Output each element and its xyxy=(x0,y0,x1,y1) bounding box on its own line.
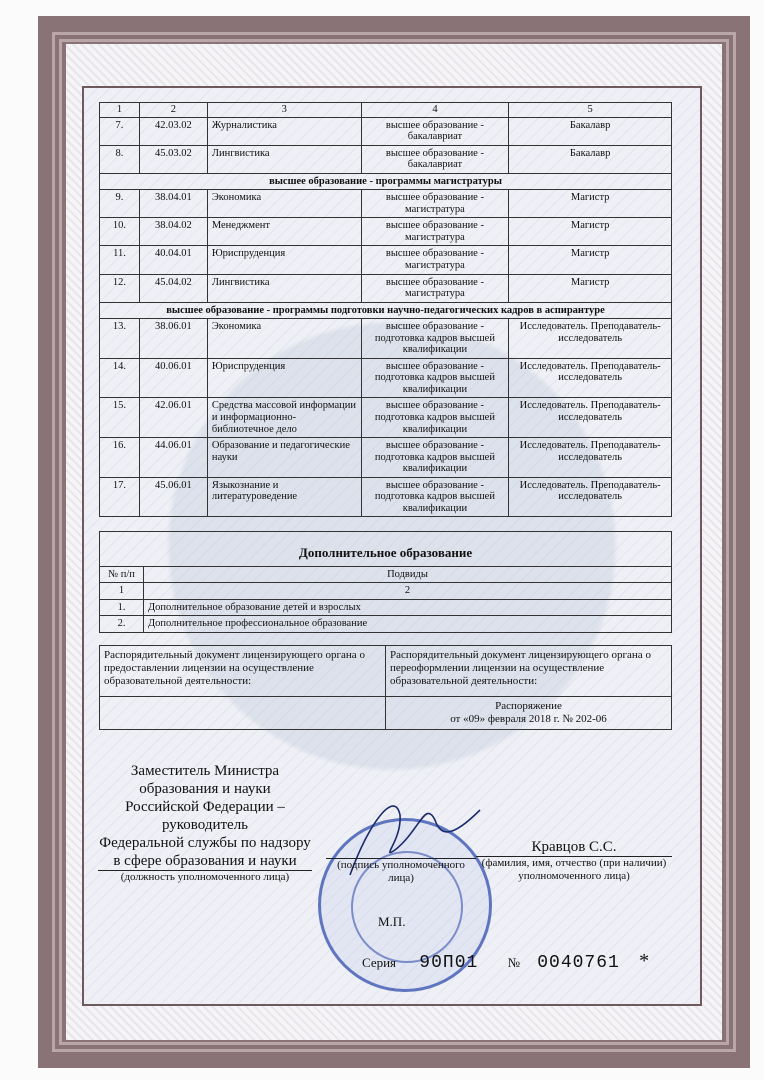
program-code: 42.03.02 xyxy=(139,117,207,145)
program-code: 45.03.02 xyxy=(139,145,207,173)
education-level: высшее образование - бакалавриат xyxy=(361,145,509,173)
education-level: высшее образование - подготовка кадров высшей квалификации xyxy=(361,438,509,478)
program-name: Образование и педагогические науки xyxy=(207,438,361,478)
program-name: Экономика xyxy=(207,190,361,218)
program-code: 38.06.01 xyxy=(139,319,207,359)
row-number: 8. xyxy=(100,145,140,173)
qualification: Исследователь. Преподаватель-исследователь xyxy=(509,477,672,517)
order-type: Распоряжение xyxy=(495,699,562,712)
grant-document-value xyxy=(100,696,386,729)
additional-header-row xyxy=(100,566,672,583)
program-name: Юриспруденция xyxy=(207,358,361,398)
additional-title-row xyxy=(100,532,672,566)
position-line: образования и науки xyxy=(139,781,271,797)
table-row xyxy=(100,477,672,517)
form-number: 0040761 xyxy=(537,953,620,973)
row-number: 17. xyxy=(100,477,140,517)
row-number: 13. xyxy=(100,319,140,359)
education-level: высшее образование - бакалавриат xyxy=(361,117,509,145)
index-cell: 1 xyxy=(100,583,144,600)
name-caption: (фамилия, имя, отчество (при наличии) уполномоченного лица) xyxy=(481,857,667,883)
program-name: Лингвистика xyxy=(207,145,361,173)
qualification: Исследователь. Преподаватель-исследователь xyxy=(509,438,672,478)
table-row xyxy=(100,398,672,438)
position-line: Заместитель Министра xyxy=(130,763,280,779)
qualification: Бакалавр xyxy=(509,117,672,145)
programs-table xyxy=(99,102,672,517)
position-line: Федеральной службы по надзору xyxy=(99,835,311,851)
official-name xyxy=(476,838,672,883)
program-name: Журналистика xyxy=(207,117,361,145)
row-number: 10. xyxy=(100,218,140,246)
signature-caption: (подпись уполномоченного лица) xyxy=(337,859,465,885)
table-row xyxy=(100,218,672,246)
official-position xyxy=(98,762,312,884)
program-code: 40.06.01 xyxy=(139,358,207,398)
table-row xyxy=(100,190,672,218)
qualification: Исследователь. Преподаватель-исследователь xyxy=(509,319,672,359)
program-name: Менеджмент xyxy=(207,218,361,246)
program-name: Средства массовой информации и информационно-библиотечное дело xyxy=(207,398,361,438)
program-name: Экономика xyxy=(207,319,361,359)
position-caption: (должность уполномоченного лица) xyxy=(120,871,290,883)
reissue-document-value xyxy=(386,696,672,729)
row-number: 11. xyxy=(100,246,140,274)
program-code: 40.04.01 xyxy=(139,246,207,274)
license-docs-heading-row xyxy=(100,645,672,696)
license-documents-table xyxy=(99,645,672,730)
row-number: 9. xyxy=(100,190,140,218)
program-name: Языкознание и литературоведение xyxy=(207,477,361,517)
reissue-document-heading: Распорядительный документ лицензирующего органа о переоформлении лицензии на осуществление образовательной деятельности: xyxy=(386,645,672,696)
program-code: 38.04.01 xyxy=(139,190,207,218)
col-header: 2 xyxy=(139,103,207,118)
seal-place: М.П. xyxy=(378,914,406,929)
section-row-master xyxy=(100,173,672,190)
table-row xyxy=(100,319,672,359)
program-code: 38.04.02 xyxy=(139,218,207,246)
education-level: высшее образование - подготовка кадров высшей квалификации xyxy=(361,398,509,438)
signature-area xyxy=(326,850,476,885)
col-header: 3 xyxy=(207,103,361,118)
education-level: высшее образование - магистратура xyxy=(361,246,509,274)
program-code: 44.06.01 xyxy=(139,438,207,478)
license-docs-value-row xyxy=(100,696,672,729)
section-title: высшее образование - программы магистратуры xyxy=(100,173,672,190)
program-name: Юриспруденция xyxy=(207,246,361,274)
row-number: 2. xyxy=(100,616,144,633)
education-level: высшее образование - подготовка кадров высшей квалификации xyxy=(361,477,509,517)
row-number: 14. xyxy=(100,358,140,398)
qualification: Бакалавр xyxy=(509,145,672,173)
row-text: Дополнительное профессиональное образование xyxy=(144,616,672,633)
row-number: 7. xyxy=(100,117,140,145)
table-row xyxy=(100,438,672,478)
qualification: Магистр xyxy=(509,274,672,302)
table-row xyxy=(100,246,672,274)
section-title: высшее образование - программы подготовки научно-педагогических кадров в аспирантуре xyxy=(100,302,672,319)
program-name: Лингвистика xyxy=(207,274,361,302)
table-row xyxy=(100,145,672,173)
position-line: в сфере образования и науки xyxy=(98,852,312,871)
education-level: высшее образование - магистратура xyxy=(361,190,509,218)
grant-document-heading: Распорядительный документ лицензирующего органа о предоставлении лицензии на осуществление образовательной деятельности: xyxy=(100,645,386,696)
row-number: 1. xyxy=(100,599,144,616)
series-label: Серия xyxy=(362,955,397,970)
position-line: руководитель xyxy=(161,817,249,833)
table-header-row xyxy=(100,103,672,118)
education-level: высшее образование - подготовка кадров высшей квалификации xyxy=(361,319,509,359)
table-row xyxy=(100,358,672,398)
qualification: Магистр xyxy=(509,246,672,274)
table-row xyxy=(100,616,672,633)
col-header: 4 xyxy=(361,103,509,118)
education-level: высшее образование - магистратура xyxy=(361,274,509,302)
table-row xyxy=(100,599,672,616)
program-code: 42.06.01 xyxy=(139,398,207,438)
col-header: Подвиды xyxy=(144,566,672,583)
number-label: № xyxy=(507,955,520,970)
additional-education-table xyxy=(99,531,672,632)
section-row-phd xyxy=(100,302,672,319)
series-value: 90П01 xyxy=(419,953,479,973)
position-line: Российской Федерации – xyxy=(125,799,285,815)
education-level: высшее образование - магистратура xyxy=(361,218,509,246)
education-level: высшее образование - подготовка кадров высшей квалификации xyxy=(361,358,509,398)
qualification: Магистр xyxy=(509,190,672,218)
additional-index-row xyxy=(100,583,672,600)
form-serial xyxy=(362,950,649,973)
row-number: 16. xyxy=(100,438,140,478)
qualification: Магистр xyxy=(509,218,672,246)
document-content xyxy=(99,102,672,730)
row-number: 12. xyxy=(100,274,140,302)
row-number: 15. xyxy=(100,398,140,438)
additional-title: Дополнительное образование xyxy=(100,532,672,566)
order-date-number: от «09» февраля 2018 г. № 202-06 xyxy=(450,713,607,726)
index-cell: 2 xyxy=(144,583,672,600)
table-row xyxy=(100,117,672,145)
table-row xyxy=(100,274,672,302)
qualification: Исследователь. Преподаватель-исследователь xyxy=(509,398,672,438)
col-header: 1 xyxy=(100,103,140,118)
star-mark: * xyxy=(639,950,650,972)
qualification: Исследователь. Преподаватель-исследователь xyxy=(509,358,672,398)
col-header: № п/п xyxy=(100,566,144,583)
col-header: 5 xyxy=(509,103,672,118)
signatory-name: Кравцов С.С. xyxy=(476,838,672,857)
program-code: 45.04.02 xyxy=(139,274,207,302)
row-text: Дополнительное образование детей и взрослых xyxy=(144,599,672,616)
program-code: 45.06.01 xyxy=(139,477,207,517)
